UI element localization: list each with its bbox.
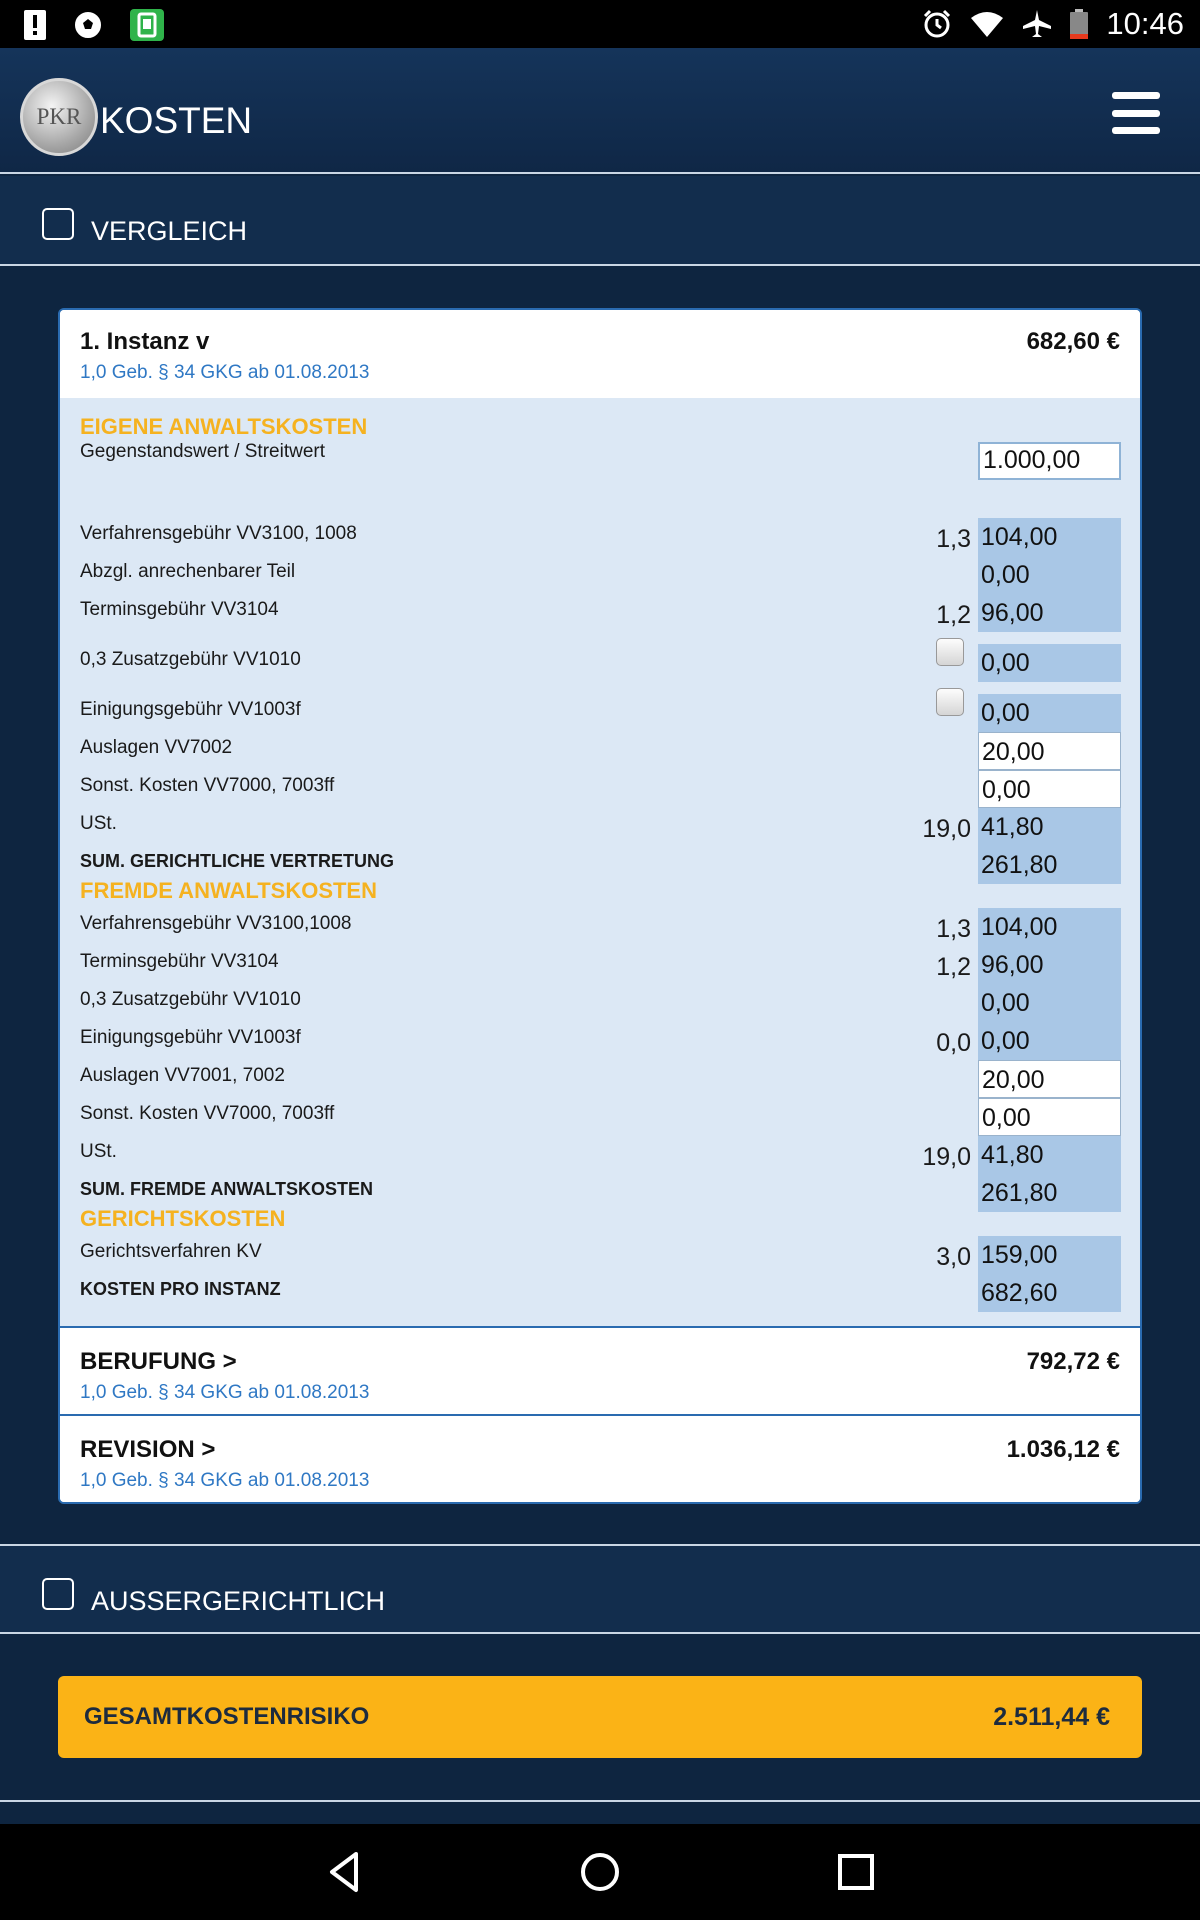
fremde-row (60, 1022, 1140, 1060)
navigation-bar (0, 1824, 1200, 1920)
row-label: Auslagen VV7001, 7002 (80, 1065, 285, 1086)
row-value: 682,60 (978, 1274, 1121, 1312)
row-value: 0,00 (978, 644, 1121, 682)
row-label: USt. (80, 1141, 117, 1162)
row-label: Gerichtsverfahren KV (80, 1241, 262, 1262)
row-value-input[interactable]: 20,00 (978, 732, 1121, 770)
eigene-row (60, 770, 1140, 808)
gesamt-label: GESAMTKOSTENRISIKO (84, 1703, 370, 1730)
fremde-heading: FREMDE ANWALTSKOSTEN (80, 878, 377, 903)
row-label: SUM. GERICHTLICHE VERTRETUNG (80, 851, 395, 871)
row-value: 0,00 (978, 694, 1121, 732)
row-factor: 1,2 (936, 601, 971, 629)
instanz-amount: 682,60 € (1026, 328, 1120, 355)
row-label: Verfahrensgebühr VV3100,1008 (80, 913, 352, 934)
gericht-heading: GERICHTSKOSTEN (80, 1206, 286, 1231)
revision-amount: 1.036,12 € (1006, 1436, 1120, 1463)
battery-icon (1070, 9, 1088, 39)
app-notification-icon (130, 9, 164, 41)
row-label: KOSTEN PRO INSTANZ (80, 1279, 281, 1299)
clock-time: 10:46 (1106, 6, 1184, 41)
fremde-row (60, 946, 1140, 984)
instanz-header[interactable] (60, 310, 1140, 398)
instanz-title: 1. Instanz v (80, 328, 210, 355)
gericht-row (60, 1236, 1140, 1274)
divider (0, 1800, 1200, 1802)
revision-title: REVISION > (80, 1436, 216, 1463)
wifi-icon (970, 10, 1004, 38)
row-factor: 19,0 (922, 815, 971, 843)
gesamt-amount: 2.511,44 € (993, 1703, 1110, 1731)
hamburger-menu-icon[interactable] (1112, 92, 1160, 134)
status-bar (0, 0, 1200, 48)
berufung-card[interactable] (60, 1330, 1140, 1416)
row-label: 0,3 Zusatzgebühr VV1010 (80, 649, 301, 670)
alarm-icon (922, 9, 952, 39)
eigene-row (60, 556, 1140, 594)
berufung-title: BERUFUNG > (80, 1348, 237, 1375)
app-logo (20, 78, 98, 156)
berufung-amount: 792,72 € (1026, 1348, 1120, 1375)
fremde-row (60, 1136, 1140, 1174)
row-label: Abzgl. anrechenbarer Teil (80, 561, 296, 582)
row-value: 104,00 (978, 908, 1121, 946)
row-value: 96,00 (978, 594, 1121, 632)
row-label: Verfahrensgebühr VV3100, 1008 (80, 523, 357, 544)
instanz-details (60, 398, 1140, 1328)
row-value: 261,80 (978, 1174, 1121, 1212)
row-factor: 19,0 (922, 1143, 971, 1171)
gericht-row (60, 1274, 1140, 1312)
back-icon[interactable] (320, 1848, 368, 1896)
soccer-ball-icon (72, 9, 104, 41)
row-checkbox[interactable] (936, 638, 964, 666)
row-value: 159,00 (978, 1236, 1121, 1274)
row-factor: 1,3 (936, 525, 971, 553)
row-value: 261,80 (978, 846, 1121, 884)
page-title: KOSTEN (100, 100, 253, 141)
eigene-row (60, 808, 1140, 846)
revision-subtitle: 1,0 Geb. § 34 GKG ab 01.08.2013 (80, 1470, 370, 1491)
aussergerichtlich-checkbox[interactable] (42, 1578, 74, 1610)
eigene-row (60, 694, 1140, 732)
aussergerichtlich-section (0, 1544, 1200, 1634)
row-value: 96,00 (978, 946, 1121, 984)
eigene-row (60, 732, 1140, 770)
row-value: 0,00 (978, 556, 1121, 594)
vergleich-label: VERGLEICH (91, 216, 248, 246)
row-label: Auslagen VV7002 (80, 737, 233, 758)
alert-notification-icon (24, 10, 46, 40)
logo-text: PKR (36, 104, 82, 129)
airplane-icon (1022, 9, 1052, 39)
row-factor: 1,3 (936, 915, 971, 943)
fremde-row (60, 908, 1140, 946)
row-value-input[interactable]: 0,00 (978, 770, 1121, 808)
row-label: Sonst. Kosten VV7000, 7003ff (80, 775, 335, 796)
instanz-subtitle: 1,0 Geb. § 34 GKG ab 01.08.2013 (80, 362, 370, 383)
row-value: 0,00 (978, 984, 1121, 1022)
berufung-subtitle: 1,0 Geb. § 34 GKG ab 01.08.2013 (80, 1382, 370, 1403)
app-bar (0, 48, 1200, 174)
row-label: 0,3 Zusatzgebühr VV1010 (80, 989, 301, 1010)
instanz-card (58, 308, 1142, 1504)
row-label: USt. (80, 813, 117, 834)
gegenstandswert-input[interactable]: 1.000,00 (978, 442, 1121, 480)
fremde-row (60, 1098, 1140, 1136)
row-label: SUM. FREMDE ANWALTSKOSTEN (80, 1179, 373, 1199)
row-value: 104,00 (978, 518, 1121, 556)
row-label: Einigungsgebühr VV1003f (80, 699, 301, 720)
row-label: Sonst. Kosten VV7000, 7003ff (80, 1103, 335, 1124)
row-value: 41,80 (978, 808, 1121, 846)
row-label: Terminsgebühr VV3104 (80, 951, 279, 972)
row-factor: 1,2 (936, 953, 971, 981)
eigene-row (60, 594, 1140, 632)
gesamtkostenrisiko-bar (58, 1676, 1142, 1758)
home-icon[interactable] (576, 1848, 624, 1896)
vergleich-checkbox[interactable] (42, 208, 74, 240)
row-checkbox[interactable] (936, 688, 964, 716)
row-label: Einigungsgebühr VV1003f (80, 1027, 301, 1048)
row-value: 0,00 (978, 1022, 1121, 1060)
recents-icon[interactable] (832, 1848, 880, 1896)
row-factor: 3,0 (936, 1243, 971, 1271)
revision-card[interactable] (60, 1418, 1140, 1504)
row-factor: 0,0 (936, 1029, 971, 1057)
eigene-heading: EIGENE ANWALTSKOSTEN (80, 414, 368, 439)
row-value-input[interactable]: 0,00 (978, 1098, 1121, 1136)
vergleich-section (0, 176, 1200, 266)
fremde-row (60, 984, 1140, 1022)
row-value-input[interactable]: 20,00 (978, 1060, 1121, 1098)
aussergerichtlich-label: AUSSERGERICHTLICH (91, 1586, 386, 1616)
row-label: Terminsgebühr VV3104 (80, 599, 279, 620)
eigene-row (60, 644, 1140, 682)
row-value: 41,80 (978, 1136, 1121, 1174)
fremde-row (60, 1060, 1140, 1098)
eigene-row (60, 518, 1140, 556)
gegenstandswert-label: Gegenstandswert / Streitwert (80, 441, 325, 462)
